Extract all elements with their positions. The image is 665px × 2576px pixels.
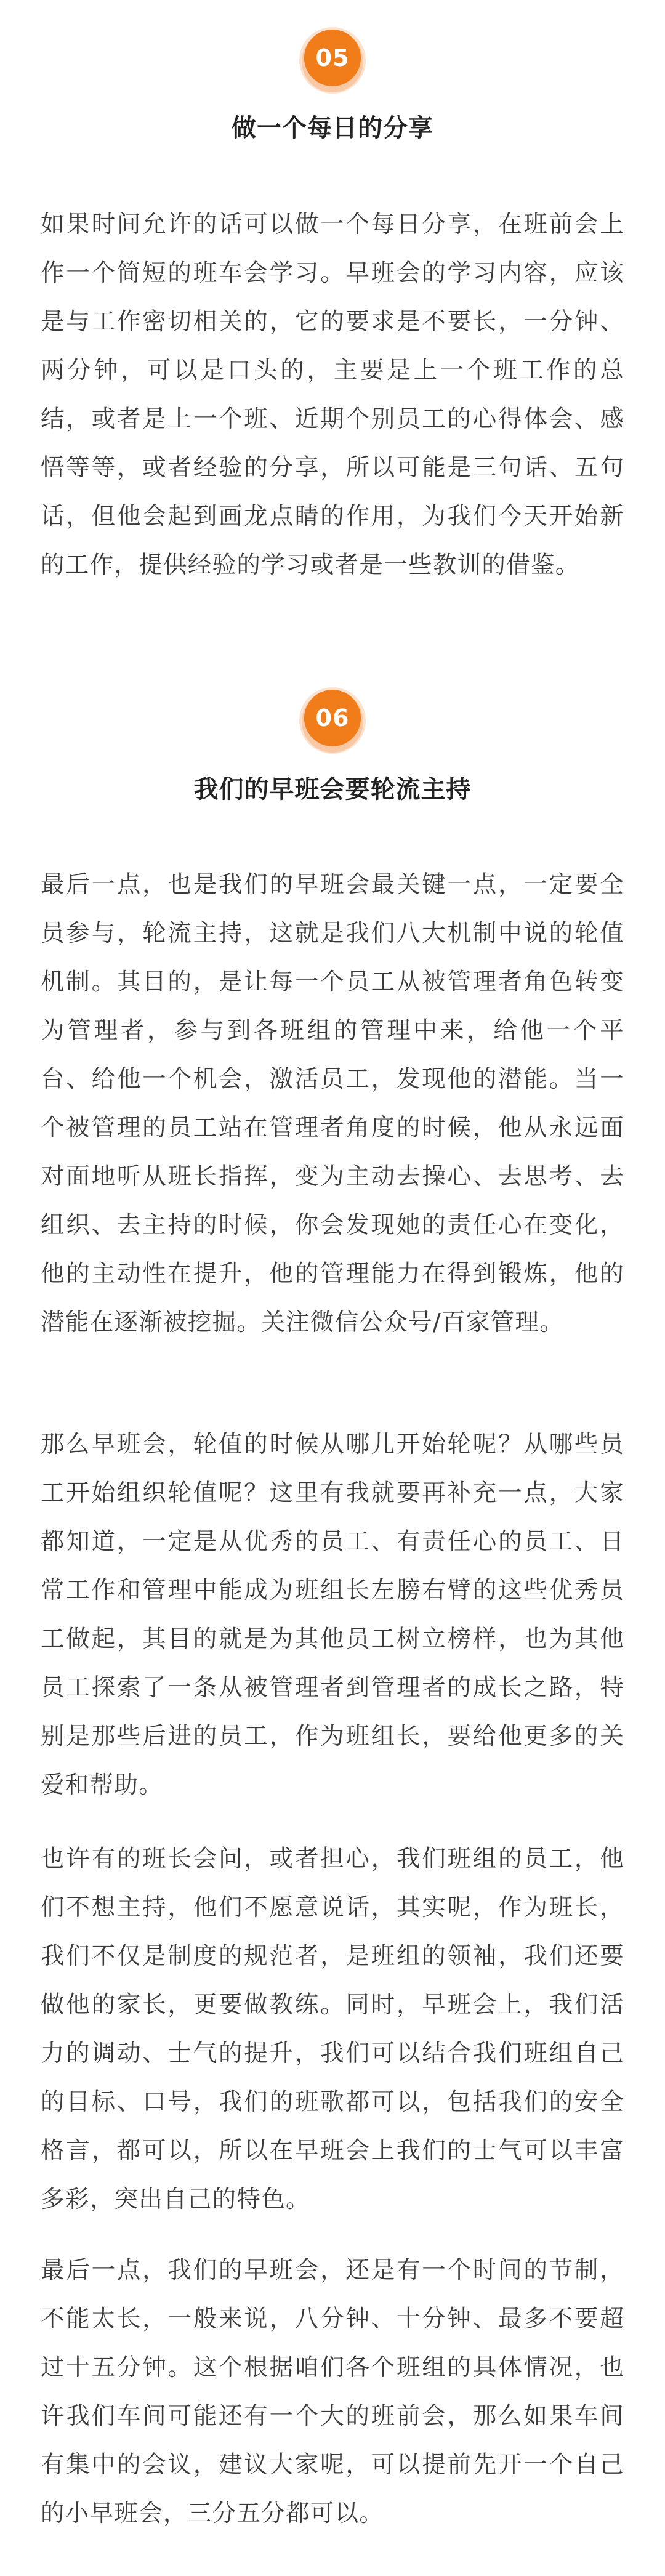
section-06-paragraph-1: 最后一点，也是我们的早班会最关键一点，一定要全员参与，轮流主持，这就是我们八大机制中说的轮值机制。其目的，是让每一个员工从被管理者角色转变为管理者，参与到各班组的管理中来，给他一个平台、给他一个机会，激活员工，发现他的潜能。当一个被管理的员工站在管理者角度的时候，他从永远面对面地听从班长指挥，变为主动去操心、去思考、去组织、去主持的时候，你会发现她的责任心在变化，他的主动性在提升，他的管理能力在得到锻炼，他的潜能在逐渐被挖掘。关注微信公众号/百家管理。	[41, 871, 624, 1336]
section-06-title: 我们的早班会要轮流主持	[193, 775, 472, 804]
section-number: 05	[304, 30, 361, 86]
section-06-paragraph-2: 那么早班会，轮值的时候从哪儿开始轮呢？从哪些员工开始组织轮值呢？这里有我就要再补充一点，大家都知道，一定是从优秀的员工、有责任心的员工、日常工作和管理中能成为班组长左膀右臂的这些优秀员工做起，其目的就是为其他员工树立榜样，也为其他员工探索了一条从被管理者到管理者的成长之路，特别是那些后进的员工，作为班组长，要给他更多的关爱和帮助。	[41, 1431, 624, 1799]
section-05-title: 做一个每日的分享	[232, 114, 433, 142]
section-06-paragraph-3: 也许有的班长会问，或者担心，我们班组的员工，他们不想主持，他们不愿意说话，其实呢，作为班长，我们不仅是制度的规范者，是班组的领袖，我们还要做他的家长，更要做教练。同时，早班会上，我们活力的调动、士气的提升，我们可以结合我们班组自己的目标、口号，我们的班歌都可以，包括我们的安全格言，都可以，所以在早班会上我们的士气可以丰富多彩，突出自己的特色。	[41, 1845, 624, 2213]
section-number: 06	[304, 690, 361, 746]
section-05-paragraph-1: 如果时间允许的话可以做一个每日分享，在班前会上作一个简短的班车会学习。早班会的学习内容，应该是与工作密切相关的，它的要求是不要长，一分钟、两分钟，可以是口头的，主要是上一个班工作的总结，或者是上一个班、近期个别员工的心得体会、感悟等等，或者经验的分享，所以可能是三句话、五句话，但他会起到画龙点睛的作用，为我们今天开始新的工作，提供经验的学习或者是一些教训的借鉴。	[41, 211, 624, 579]
section-06-badge	[0, 687, 665, 755]
section-06-paragraph-4: 最后一点，我们的早班会，还是有一个时间的节制，不能太长，一般来说，八分钟、十分钟、最多不要超过十五分钟。这个根据咱们各个班组的具体情况，也许我们车间可能还有一个大的班前会，那么如果车间有集中的会议，建议大家呢，可以提前先开一个自己的小早班会，三分五分都可以。	[41, 2256, 624, 2527]
section-05-badge	[0, 27, 665, 95]
